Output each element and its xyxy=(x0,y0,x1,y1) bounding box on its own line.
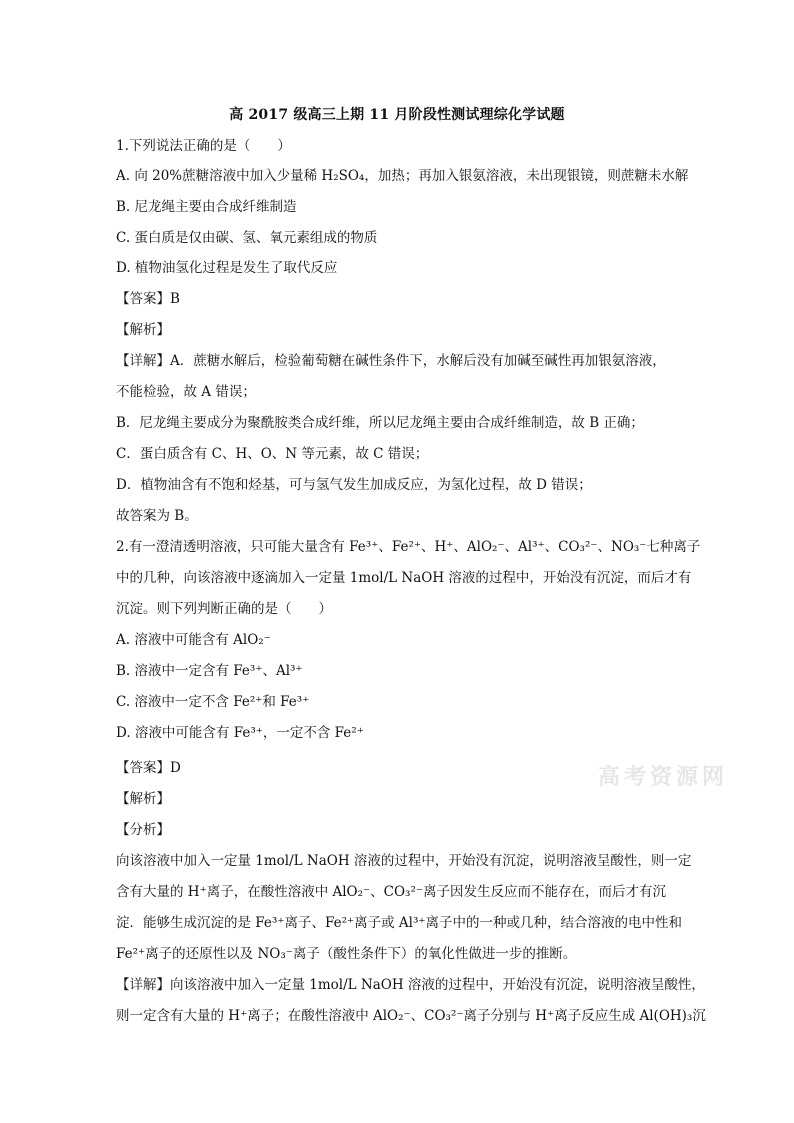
q2-stem-line1: 2.有一澄清透明溶液，只可能大量含有 Fe³⁺、Fe²⁺、H⁺、AlO₂⁻、Al³⁺、CO₃²⁻、NO₃⁻七种离子 xyxy=(116,539,701,555)
q1-option-b: B. 尼龙绳主要由合成纤维制造 xyxy=(116,199,297,215)
q2-stem-line2: 中的几种，向该溶液中逐滴加入一定量 1mol/L NaOH 溶液的过程中，开始没有沉淀，而后才有 xyxy=(116,570,692,586)
q2-fenxi-line1: 向该溶液中加入一定量 1mol/L NaOH 溶液的过程中，开始没有沉淀，说明溶液呈酸性，则一定 xyxy=(116,853,692,869)
q1-detail-a: 【详解】A．蔗糖水解后，检验葡萄糖在碱性条件下，水解后没有加碱至碱性再加银氨溶液， xyxy=(116,353,666,369)
q2-option-a: A. 溶液中可能含有 AlO₂⁻ xyxy=(116,632,271,648)
q2-detail-line2: 则一定含有大量的 H⁺离子；在酸性溶液中 AlO₂⁻、CO₃²⁻离子分别与 H⁺离子反应生成 Al(OH)₃沉 xyxy=(116,1008,706,1024)
q1-option-c: C. 蛋白质是仅由碳、氢、氧元素组成的物质 xyxy=(116,230,378,246)
q1-stem: 1.下列说法正确的是（ ） xyxy=(116,138,291,154)
q1-option-a: A. 向 20%蔗糖溶液中加入少量稀 H₂SO₄，加热；再加入银氨溶液，未出现银镜，则蔗糖未水解 xyxy=(116,168,689,184)
q2-answer: 【答案】D xyxy=(116,760,181,776)
q1-detail-b: B．尼龙绳主要成分为聚酰胺类合成纤维，所以尼龙绳主要由合成纤维制造，故 B 正确； xyxy=(116,415,644,431)
q1-detail-c: C．蛋白质含有 C、H、O、N 等元素，故 C 错误； xyxy=(116,446,429,462)
q1-detail-a-cont: 不能检验，故 A 错误； xyxy=(116,384,256,400)
q2-fenxi-line4: Fe²⁺离子的还原性以及 NO₃⁻离子（酸性条件下）的氧化性做进一步的推断。 xyxy=(116,946,577,962)
q2-detail-line1: 【详解】向该溶液中加入一定量 1mol/L NaOH 溶液的过程中，开始没有沉淀，说明溶液呈酸性， xyxy=(116,977,705,993)
q1-option-d: D. 植物油氢化过程是发生了取代反应 xyxy=(116,260,338,276)
q2-stem-line3: 沉淀。则下列判断正确的是（ ） xyxy=(116,601,332,617)
q1-answer: 【答案】B xyxy=(116,291,180,307)
q1-analysis-tag: 【解析】 xyxy=(116,322,170,338)
page-title: 高 2017 级高三上期 11 月阶段性测试理综化学试题 xyxy=(229,107,565,123)
watermark-logo: 高考资源网 xyxy=(598,764,729,790)
q2-analysis-tag: 【解析】 xyxy=(116,791,170,807)
q2-option-c: C. 溶液中一定不含 Fe²⁺和 Fe³⁺ xyxy=(116,694,310,710)
q2-option-b: B. 溶液中一定含有 Fe³⁺、Al³⁺ xyxy=(116,663,303,679)
q2-option-d: D. 溶液中可能含有 Fe³⁺，一定不含 Fe²⁺ xyxy=(116,725,364,741)
q2-fenxi-tag: 【分析】 xyxy=(116,822,170,838)
q1-detail-d: D．植物油含有不饱和烃基，可与氢气发生加成反应，为氢化过程，故 D 错误； xyxy=(116,477,592,493)
q2-fenxi-line3: 淀．能够生成沉淀的是 Fe³⁺离子、Fe²⁺离子或 Al³⁺离子中的一种或几种，结合溶液的电中性和 xyxy=(116,915,682,931)
q1-conclusion: 故答案为 B。 xyxy=(116,508,198,524)
q2-fenxi-line2: 含有大量的 H⁺离子，在酸性溶液中 AlO₂⁻、CO₃²⁻离子因发生反应而不能存在，而后才有沉 xyxy=(116,884,666,900)
